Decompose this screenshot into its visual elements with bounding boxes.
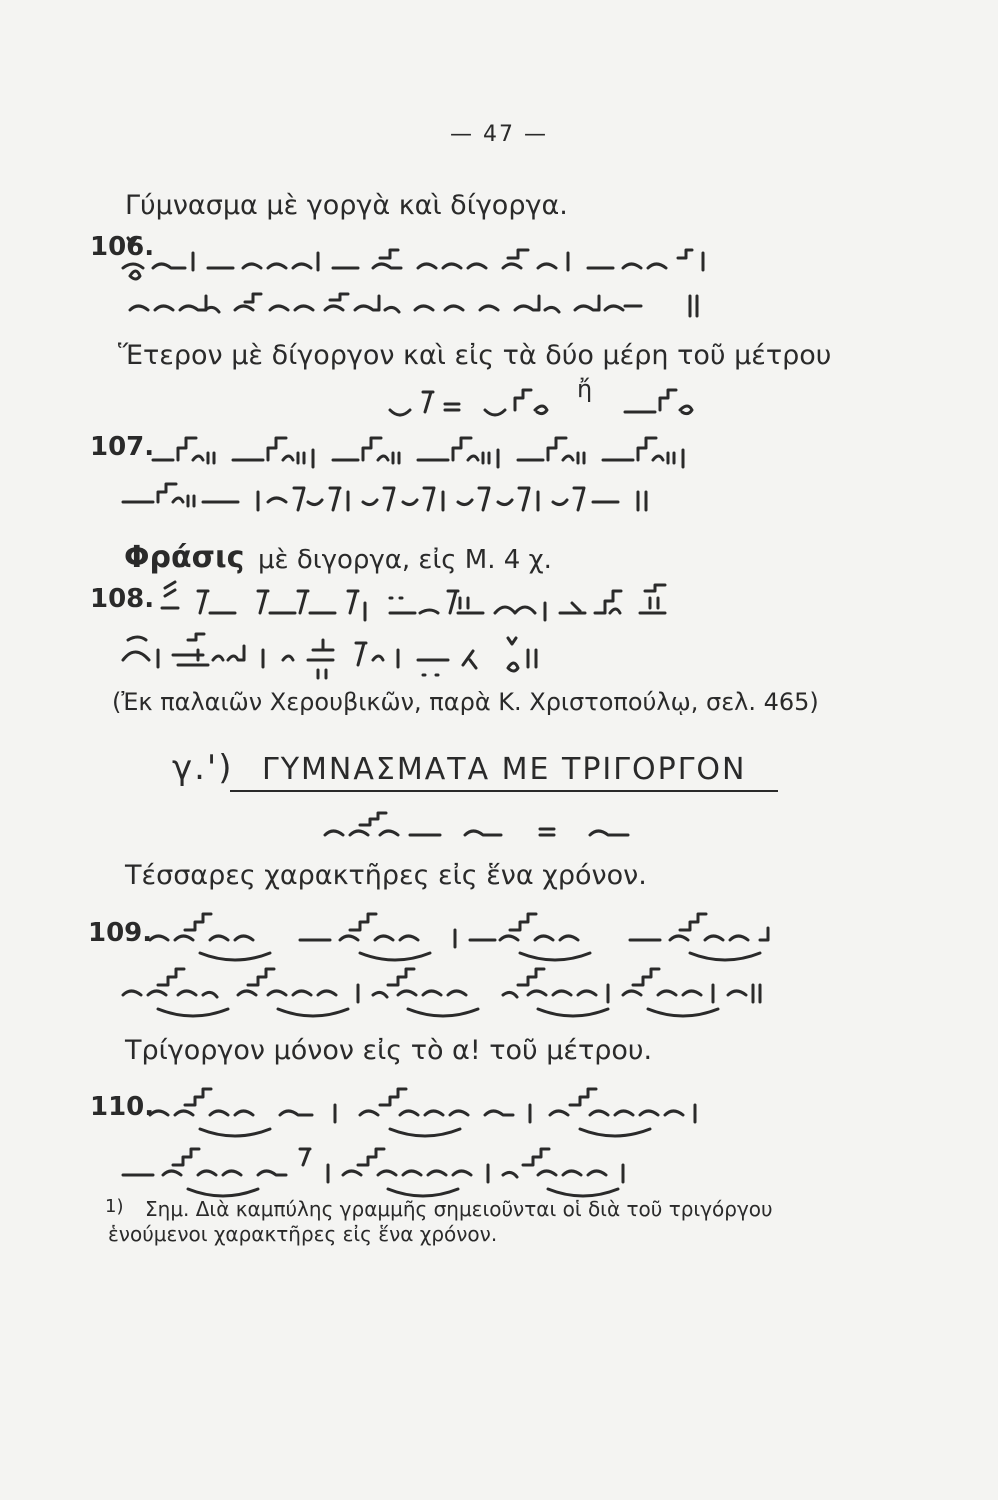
other-digorgon-text: Ἕτερον μὲ δίγοργον καὶ εἰς τὰ δύο μέρη τοῦ μέτρου [118,340,832,371]
exercise-number-106: 106. [90,232,155,262]
heading-prefix: γ.') [172,748,234,788]
exercise-number-109: 109. [88,918,153,948]
trigorgon-equation [320,805,660,850]
footnote-marker: 1) [105,1196,124,1217]
source-citation: (Ἐκ παλαιῶν Χερουβικῶν, παρὰ Κ. Χριστοπούλῳ, σελ. 465) [112,688,819,716]
heading-underline [230,790,778,792]
phrase-rest-text: μὲ διγοργα, εἰς Μ. 4 χ. [258,545,552,575]
exercise-number-110: 110. [90,1092,155,1122]
neume-line-107b [118,482,868,537]
four-chars-text: Τέσσαρες χαρακτῆρες εἰς ἕνα χρόνον. [125,860,647,891]
trigorgon-first-text: Τρίγοργον μόνον εἰς τὸ α! τοῦ μέτρου. [125,1035,653,1066]
neume-line-106a [118,228,858,288]
neume-line-107a [148,425,868,480]
phrase-label: Φράσις [124,540,245,575]
equation-or: ἤ [577,375,593,403]
exercise-intro-text: Γύμνασμα μὲ γοργὰ καὶ δίγοργα. [125,190,568,221]
page-number: — 47 — [450,122,548,147]
neume-line-106b [125,290,865,340]
neume-line-108a [150,578,870,633]
exercise-number-108: 108. [90,584,155,614]
neume-line-108b [118,630,738,690]
exercise-number-107: 107. [90,432,155,462]
equation-row [385,380,705,425]
section-heading: ΓΥΜΝΑΣΜΑΤΑ ΜΕ ΤΡΙΓΟΡΓΟΝ [262,752,747,787]
footnote-line-2: ἑνούμενοι χαρακτῆρες εἰς ἕνα χρόνον. [108,1222,498,1246]
neume-line-109b [118,965,878,1035]
footnote-line-1: Σημ. Διὰ καμπύλης γραμμῆς σημειοῦνται οἱ διὰ τοῦ τριγόργου [145,1197,773,1221]
